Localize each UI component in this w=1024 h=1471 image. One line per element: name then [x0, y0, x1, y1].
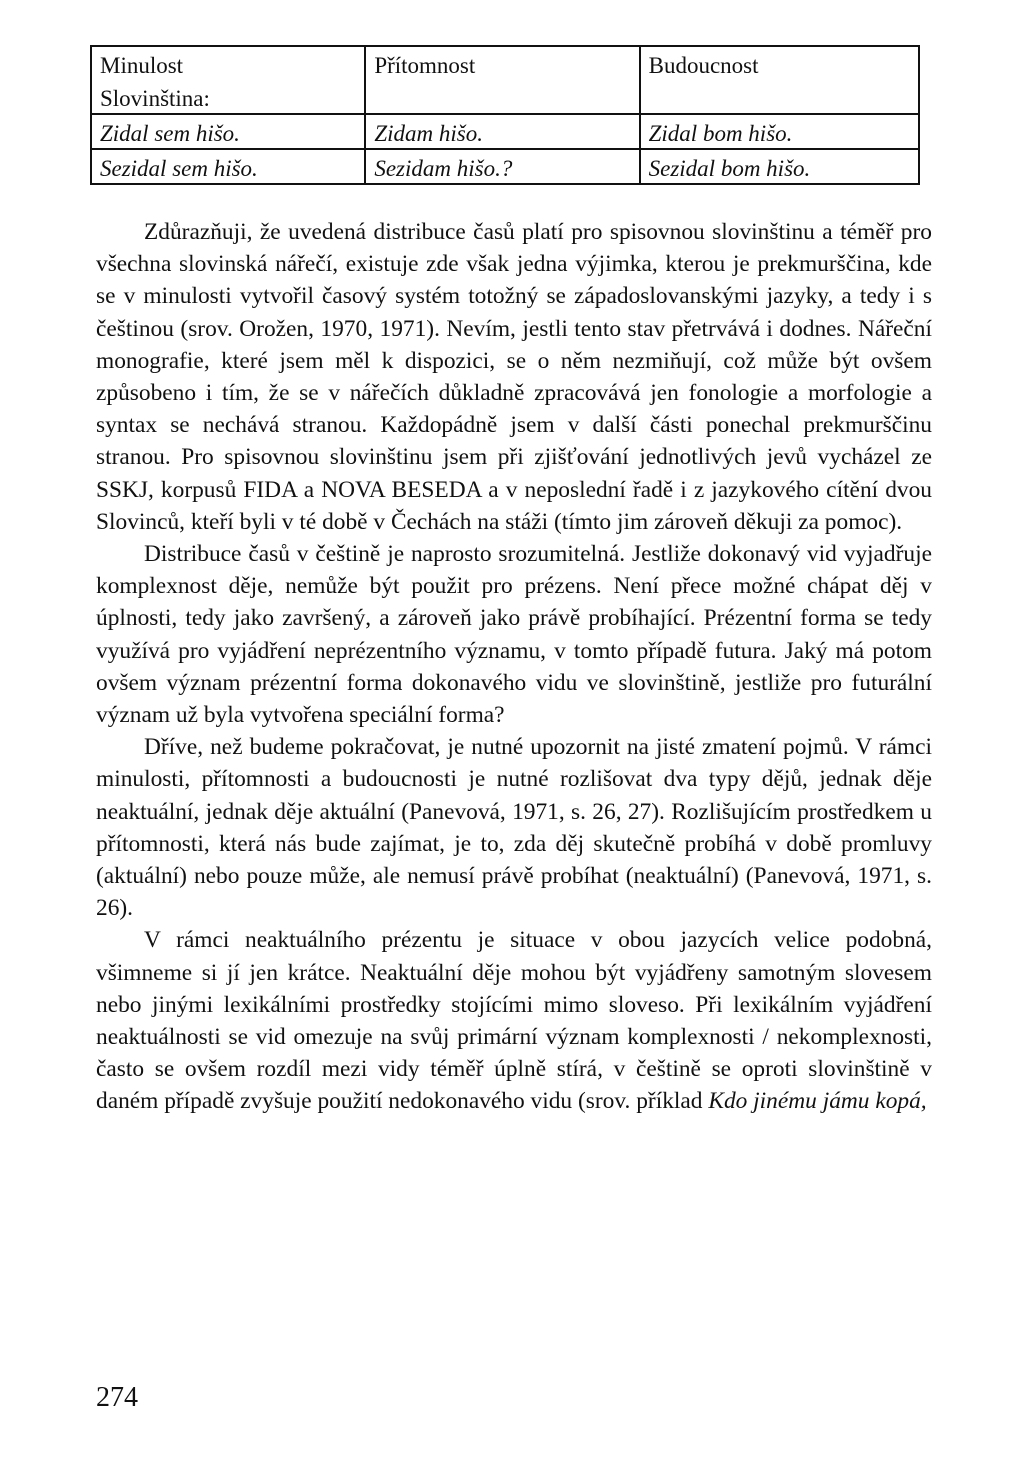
header-minulost: Minulost: [91, 46, 365, 80]
table-header-row: [91, 46, 919, 80]
italic-example: Kdo jinému jámu kopá,: [708, 1088, 927, 1115]
language-label: Slovinština:: [91, 80, 365, 114]
table-cell: Sezidam hišo.?: [365, 149, 639, 184]
table-row: [91, 149, 919, 184]
paragraph: Dříve, než budeme pokračovat, je nutné upozornit na jisté zmatení pojmů. V rámci minulosti, přítomnosti a budoucnosti je nutné rozlišovat dva typy dějů, jednak děje neaktuální, jednak děje aktuální (Panevová, 1971, s. 26, 27). Rozlišujícím prostředkem u přítomnosti, která nás bude zajímat, je to, zda děj skutečně probíhá v době promluvy (aktuální) nebo pouze může, ale nemusí právě probíhat (neaktuální) (Panevová, 1971, s. 26).: [96, 734, 932, 922]
paragraph: Distribuce časů v češtině je naprosto srozumitelná. Jestliže dokonavý vid vyjadřuje komplexnost děje, nemůže být použit pro prézens. Není přece možné chápat děj v úplnosti, tedy jako završený, a zároveň jako právě probíhající. Prézentní forma se tedy využívá pro vyjádření neprézentního významu, v tomto případě futura. Jaký má potom ovšem význam prézentní forma dokonavého vidu ve slovinštině, jestliže pro futurální význam už byla vytvořena speciální forma?: [96, 541, 932, 729]
table-language-row: [91, 80, 919, 114]
table-row: [91, 114, 919, 149]
body-text: [96, 216, 932, 1118]
paragraph-text: V rámci neaktuálního prézentu je situace v obou jazycích velice podobná, všimneme si jí jen krátce. Neaktuální děje mohou být vyjádřeny samotným slovesem nebo jinými lexikálními prostředky stojícími mimo sloveso. Při lexikálním vyjádření neaktuálnosti se vid omezuje na svůj primární význam komplexnosti / nekomplexnosti, často se ovšem rozdíl mezi vidy téměř úplně stírá, v češtině se oproti slovinštině v daném případě zvyšuje použití nedokonavého vidu (srov. příklad: [96, 927, 932, 1115]
paragraph: Zdůrazňuji, že uvedená distribuce časů platí pro spisovnou slovinštinu a téměř pro všechna slovinská nářečí, existuje zde však jedna výjimka, kterou je prekmurščina, kde se v minulosti vytvořil časový systém totožný se západoslovanskými jazyky, a tedy i s češtinou (srov. Orožen, 1970, 1971). Nevím, jestli tento stav přetrvává i dodnes. Nářeční monografie, které jsem měl k dispozici, se o něm nezmiňují, což může být ovšem způsobeno i tím, že se v nářečích důkladně zpracovává jen fonologie a morfologie a syntax se nechává stranou. Každopádně jsem v další části ponechal prekmurščinu stranou. Pro spisovnou slovinštinu jsem při zjišťování jednotlivých jevů vycházel ze SSKJ, korpusů FIDA a NOVA BESEDA a v neposlední řadě i z jazykového cítění dvou Slovinců, kteří byli v té době v Čechách na stáži (tímto jim zároveň děkuji za pomoc).: [96, 219, 932, 535]
header-pritomnost: Přítomnost: [365, 46, 639, 80]
table-cell: Sezidal sem hišo.: [91, 149, 365, 184]
table-cell-empty: [640, 80, 919, 114]
table-cell: Sezidal bom hišo.: [640, 149, 919, 184]
paragraph: [96, 924, 932, 1117]
table-cell: Zidal bom hišo.: [640, 114, 919, 149]
page-number: 274: [96, 1382, 138, 1413]
header-budoucnost: Budoucnost: [640, 46, 919, 80]
table-cell: Zidam hišo.: [365, 114, 639, 149]
tense-table: [90, 45, 920, 185]
table-cell: Zidal sem hišo.: [91, 114, 365, 149]
table-cell-empty: [365, 80, 639, 114]
